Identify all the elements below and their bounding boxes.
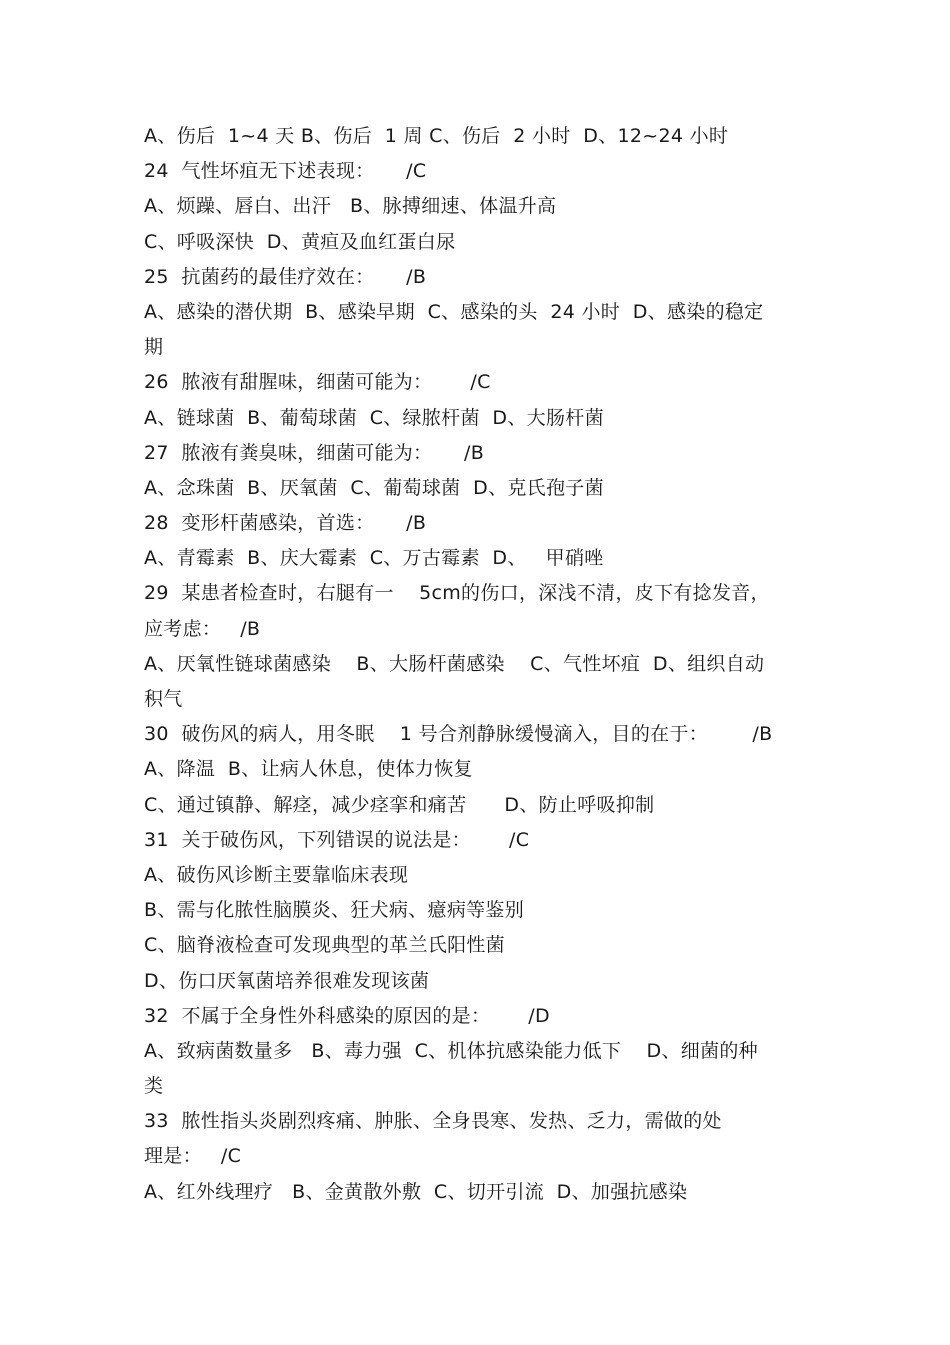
question-30: 30 破伤风的病人，用冬眠 1 号合剂静脉缓慢滴入，目的在于： /B [144, 723, 773, 746]
question-32: 32 不属于全身性外科感染的原因的是： /D [144, 1004, 550, 1027]
answer-option-d: D、伤口厌氧菌培养很难发现该菌 [144, 969, 430, 992]
answer-options-line: A、烦躁、唇白、出汗 B、脉搏细速、体温升高 [144, 195, 557, 218]
answer-option-c: C、脑脊液检查可发现典型的革兰氏阳性菌 [144, 934, 505, 957]
document-body [144, 119, 814, 1210]
question-33: 33 脓性指头炎剧烈疼痛、肿胀、全身畏寒、发热、乏力，需做的处 [144, 1110, 722, 1133]
answer-options-line: A、伤后 1~4 天 B、伤后 1 周 C、伤后 2 小时 D、12~24 小时 [144, 125, 729, 147]
answer-option-a: A、破伤风诊断主要靠临床表现 [144, 863, 409, 886]
answer-options-continuation: 积气 [144, 688, 183, 710]
question-33-continuation: 理是： /C [144, 1145, 242, 1168]
answer-options-line: A、感染的潜伏期 B、感染早期 C、感染的头 24 小时 D、感染的稳定 [144, 300, 764, 323]
question-25: 25 抗菌药的最佳疗效在： /B [144, 265, 427, 288]
question-28: 28 变形杆菌感染，首选： /B [144, 512, 427, 535]
answer-options-line: C、通过镇静、解痉，减少痉挛和痛苦 D、防止呼吸抑制 [144, 793, 655, 816]
answer-options-line: A、青霉素 B、庆大霉素 C、万古霉素 D、 甲硝唑 [144, 547, 604, 570]
answer-options-line: A、红外线理疗 B、金黄散外敷 C、切开引流 D、加强抗感染 [144, 1180, 688, 1203]
question-29: 29 某患者检查时，右腿有一 5cm的伤口，深浅不清，皮下有捻发音， [144, 582, 770, 605]
answer-options-line: A、厌氧性链球菌感染 B、大肠杆菌感染 C、气性坏疽 D、组织自动 [144, 652, 765, 675]
answer-options-line: C、呼吸深快 D、黄疸及血红蛋白尿 [144, 230, 456, 253]
question-27: 27 脓液有粪臭味，细菌可能为： /B [144, 441, 485, 464]
question-26: 26 脓液有甜腥味，细菌可能为： /C [144, 371, 491, 394]
answer-options-continuation: 期 [144, 336, 164, 359]
question-29-continuation: 应考虑： /B [144, 617, 261, 640]
answer-options-line: A、念珠菌 B、厌氧菌 C、葡萄球菌 D、克氏孢子菌 [144, 476, 604, 499]
answer-options-line: A、降温 B、让病人休息，使体力恢复 [144, 758, 473, 781]
question-24: 24 气性坏疽无下述表现： /C [144, 160, 427, 183]
answer-option-b: B、需与化脓性脑膜炎、狂犬病、癔病等鉴别 [144, 899, 525, 922]
answer-options-continuation: 类 [144, 1075, 164, 1098]
answer-options-line: A、链球菌 B、葡萄球菌 C、绿脓杆菌 D、大肠杆菌 [144, 406, 604, 429]
answer-options-line: A、致病菌数量多 B、毒力强 C、机体抗感染能力低下 D、细菌的种 [144, 1039, 758, 1062]
question-31: 31 关于破伤风，下列错误的说法是： /C [144, 828, 530, 851]
